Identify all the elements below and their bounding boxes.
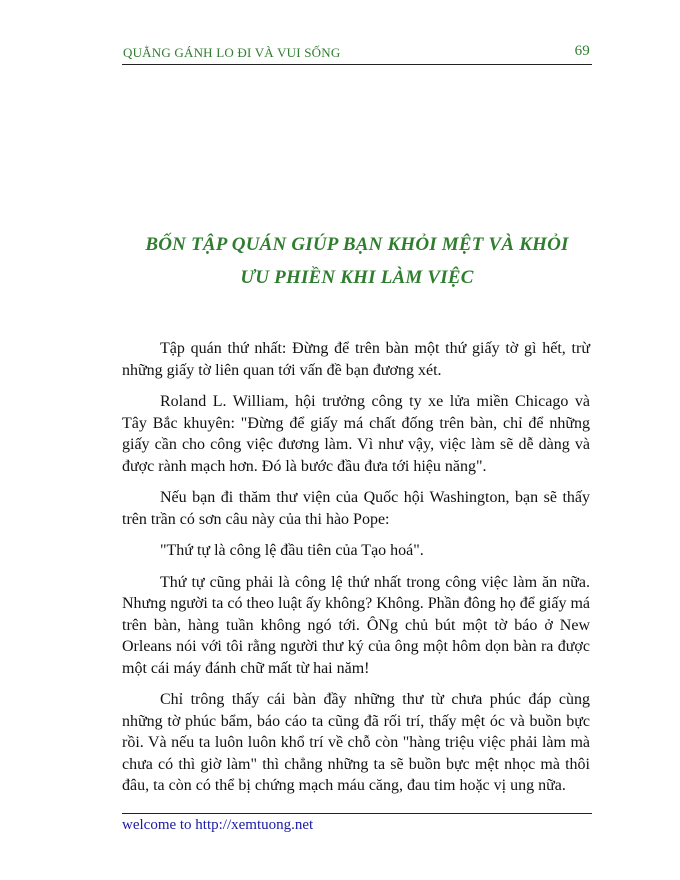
chapter-title-line-1: BỐN TẬP QUÁN GIÚP BẠN KHỎI MỆT VÀ KHỎI	[145, 234, 569, 255]
running-header	[122, 44, 592, 65]
paragraph: Chỉ trông thấy cái bàn đầy những thư từ chưa phúc đáp cùng những tờ phúc bẩm, báo cáo ta cũng đã rối trí, thấy mệt óc và buồn bực rồi. Và nếu ta luôn luôn khổ trí về chỗ còn "hàng triệu việc phải làm mà chưa có thì giờ làm" thì chẳng những ta sẽ buồn bực mệt nhọc mà thôi đâu, ta còn có thể bị chứng mạch máu căng, đau tim hoặc vị ung nữa.	[122, 691, 590, 794]
page-number: 69	[574, 43, 590, 59]
paragraph: Tập quán thứ nhất: Đừng để trên bàn một thứ giấy tờ gì hết, trừ những giấy tờ liên quan tới vấn đề bạn đương xét.	[122, 340, 590, 379]
paragraph: Thứ tự cũng phải là công lệ thứ nhất trong công việc làm ăn nữa. Nhưng người ta có theo luật ấy không? Không. Phần đông họ để giấy má trên bàn, hàng tuần không ngó tới. ÔNg chủ bút một tờ báo ở New Orleans nói với tôi rằng người thư ký của ông một hôm dọn bàn ra được một cái máy đánh chữ mất từ hai năm!	[122, 573, 590, 677]
quote-paragraph: "Thứ tự là công lệ đầu tiên của Tạo hoá".	[160, 542, 424, 559]
chapter-title-line-2: ƯU PHIỀN KHI LÀM VIỆC	[240, 267, 474, 288]
footer-link-text[interactable]: welcome to http://xemtuong.net	[122, 817, 314, 833]
paragraph: Roland L. William, hội trưởng công ty xe lửa miền Chicago và Tây Bắc khuyên: "Đừng để giấy má chất đống trên bàn, chỉ để những giấy cần cho công việc đương làm. Vì như vậy, việc làm sẽ dễ dàng và được rành mạch hơn. Đó là bước đầu đưa tới hiệu năng".	[122, 393, 590, 475]
body-text	[122, 338, 590, 807]
paragraph: Nếu bạn đi thăm thư viện của Quốc hội Washington, bạn sẽ thấy trên trần có sơn câu này của thi hào Pope:	[122, 489, 590, 528]
chapter-title	[122, 228, 592, 294]
book-title: QUẲNG GÁNH LO ĐI VÀ VUI SỐNG	[123, 45, 341, 60]
running-footer	[122, 813, 592, 834]
